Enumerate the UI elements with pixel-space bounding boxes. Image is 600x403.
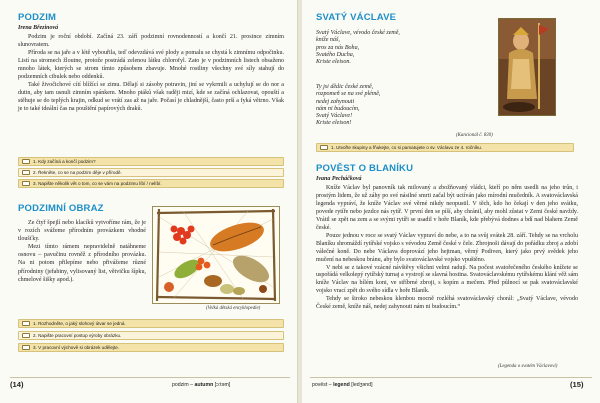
left-page — [0, 0, 298, 403]
verse-line: Ty jsi dědic české země, — [316, 84, 374, 90]
paragraph: Také živočichové cítí blížící se zimu. Dělají si zásoby potravin, jiní se vykrmili a uchylují se do nor a dutin, aby tam usnuli zimním spánkem. Mnoho ptáků však raději mizí, kde se začíná ochlazovat, opouští a stěhuje se do teplých krajin, odkud se vrátí zas až na jaře. Počasí je chladnější, často prší a fyká větrno. Však je to také ideální čas na pouštění papírových draků. — [18, 81, 284, 112]
pencil-note-icon — [21, 320, 31, 328]
saint-wenceslas-statue-icon — [499, 19, 555, 115]
verse-line: nedej zahynouti — [316, 98, 355, 105]
section-title-vaclav: SVATÝ VÁCLAVE — [316, 12, 397, 23]
section-title-blanik: POVĚST O BLANÍKU — [316, 163, 414, 174]
task-text: 3. Napište několik vět o tom, co se vám na podzimu líbí / nelíbí. — [33, 181, 162, 186]
right-page — [302, 0, 600, 403]
autumn-collage — [152, 206, 280, 304]
footer-label — [172, 382, 230, 388]
task-row — [316, 143, 574, 152]
verse-line: pros za nás Boha, — [316, 44, 360, 51]
pencil-note-icon — [21, 158, 31, 166]
section-title-podzim: PODZIM — [18, 12, 57, 23]
page-number: (15) — [570, 380, 584, 389]
footer-word: pověst – — [312, 382, 334, 388]
task-row — [18, 319, 284, 328]
pencil-note-icon — [21, 180, 31, 188]
author-blanik: Ivana Pecháčková — [316, 176, 362, 182]
verse-line: Kriste eleison! — [316, 120, 352, 127]
task-row — [18, 343, 284, 352]
pencil-note-icon — [21, 169, 31, 177]
verse-line: Svatý Václave! — [316, 113, 353, 120]
page-number: (14) — [10, 380, 24, 389]
paragraph: Příroda se na jaře a v létě vybouřila, teď odevzdává své plody a pomalu se chystá k zimnímu odpočinku. Listí na stromech žloutne, protože postrádá zelenou látku chlorofyl. Zato je v podzimních listech obsaženo mnoho látek, kterých se strom tímto způsobem zbavuje. Mnohé rostliny všechny své síly stahují do podzemních cibulek nebo oddenků. — [18, 49, 284, 80]
hymn-source: (Kancionál č. 830) — [456, 133, 493, 138]
paragraph: Tehdy se široko nebeskou klenbou mocně rozléhá svatováclavský chorál: „Svatý Václave, vévodo České země, kníže náš, nedej zahynouti nám ni budoucím.“ — [316, 296, 578, 311]
legend-source: (Legenda o svatém Václavovi) — [498, 364, 558, 369]
pencil-note-icon — [21, 332, 31, 340]
hymn-stanza-2 — [316, 84, 496, 128]
footer-rule — [310, 377, 592, 378]
task-row — [18, 179, 284, 188]
verse-line: kníže náš, — [316, 37, 340, 44]
footer-word: podzim – — [172, 382, 195, 388]
footer-rule — [10, 377, 290, 378]
podzim-text — [18, 34, 284, 114]
paragraph: Kníže Václav byl panovník tak milovaný a zbožňovaný vládci, kteří po něm usedli na jeho trůn, i prostým lidem, že už záhy po své násilné smrti začal být uctíván jako mírodní mučedník. A svatováclavská legenda vypráví, že kníže Václav své věrné nikdy neopustil. V těch, kdo ho čekají v den jeho svátku, povede rytíře nebo jezdce nás rytíř. V první den se píší, aby chránil, aby mohl zůstat v Zemi české navždy. Vrátil se zpět na zem a se svými rytíři se usadil v hoře Blaník, kde přebývá dodnes a bdí nad blahem Země české. — [316, 185, 578, 231]
task-row — [18, 157, 284, 166]
artwork-caption: (Velká dětská encyklopedie) — [206, 306, 261, 311]
pencil-note-icon — [319, 144, 329, 152]
paragraph: Podzim je roční období. Začíná 23. září podzimní rovnodenností a končí 21. prosince zimním slunovratem. — [18, 34, 284, 48]
paragraph: Ze čtyř špejlí nebo klacíků vytvoříme rám, že je v rozích svážeme přírodním provázkem vhodné tloušťky. — [18, 220, 146, 243]
footer-label — [312, 382, 373, 388]
verse-line: nám ni budoucím, — [316, 105, 360, 112]
task-text: 1. Rozhodněte, o jaký slohový útvar se jedná. — [33, 321, 126, 326]
autumn-collage-icon — [153, 207, 279, 303]
saint-wenceslas-statue — [498, 18, 556, 116]
task-text: 2. Napište pracovní postup výroby obrázku. — [33, 333, 122, 338]
task-text: 1. Utvořte skupiny a fňukejte, co si pamatujete o sv. Václavu ze 4. ročníku. — [331, 145, 483, 150]
footer-english: autumn — [194, 382, 214, 388]
hymn-stanza-1 — [316, 30, 496, 66]
task-text: 1. Kdy začíná a končí podzim? — [33, 159, 96, 164]
pencil-note-icon — [21, 344, 31, 352]
task-text: 2. Řekněte, co se na podzim děje v přírodě. — [33, 170, 122, 175]
paragraph: V nebi se z takové vzácné návštěvy všichni velmi radují. Na počest svatořečeného českého knížete se uspořádá velkolepý rytířský turnaj a vystrojí se slavná hostina. Svatováclavskému rytířskému klání věž sám kníže Václav na bílém koni, ve stříbrné zbroji, s kopím a mečem. Před půlnocí se pak svatováclavské vojsko vrací zpět do svého sídla v hoře Blaník. — [316, 264, 578, 295]
task-text: 3. V pracovní výchově si obrázek udělejte. — [33, 345, 120, 350]
section-title-obraz: PODZIMNÍ OBRAZ — [18, 203, 104, 214]
task-row — [18, 168, 284, 177]
paragraph: Mezi tímto rámem nepravidelně natáhneme osnovu – pavučinu rovněž z přírodního provázku. Na ni potom přilepíme nebo přivážeme různé přírodniny (jeřabiny, vylisovaný list, větvičku šípku, chmelové šišky apod.). — [18, 244, 146, 283]
verse-line: Svatého Ducha, — [316, 51, 355, 58]
footer-pronunciation: [ledʒənd] — [349, 382, 373, 388]
verse-line: Svatý Václave, vévodo české země, — [316, 30, 400, 36]
paragraph: Pouze jednou v roce se svatý Václav vypraví do nebe, a to na svůj svátek 28. září. Tehdy se na vrcholu Blaníku shromáždí rytířské vojsko s vévodou Země české v čele. Zbrojnoši dávají do pořádku zbroj a zdobí válečné koně. Do nebe Václava doprovází jeho hejtman, věrný Podiven, který jako prvý svědek jeho mučení na nebeskou bránu, aby bylo svatováclavské vojsko vpuštěno. — [316, 232, 578, 263]
blanik-text — [316, 185, 578, 312]
verse-line: rozpomeň se na své plémě, — [316, 91, 381, 98]
verse-line: Kriste eleison. — [316, 59, 351, 66]
task-row — [18, 331, 284, 340]
footer-english: legend — [333, 382, 350, 388]
obraz-text — [18, 219, 146, 284]
footer-pronunciation: [ɔ:təm] — [213, 382, 231, 388]
author-podzim: Irena Březinová — [18, 25, 59, 31]
